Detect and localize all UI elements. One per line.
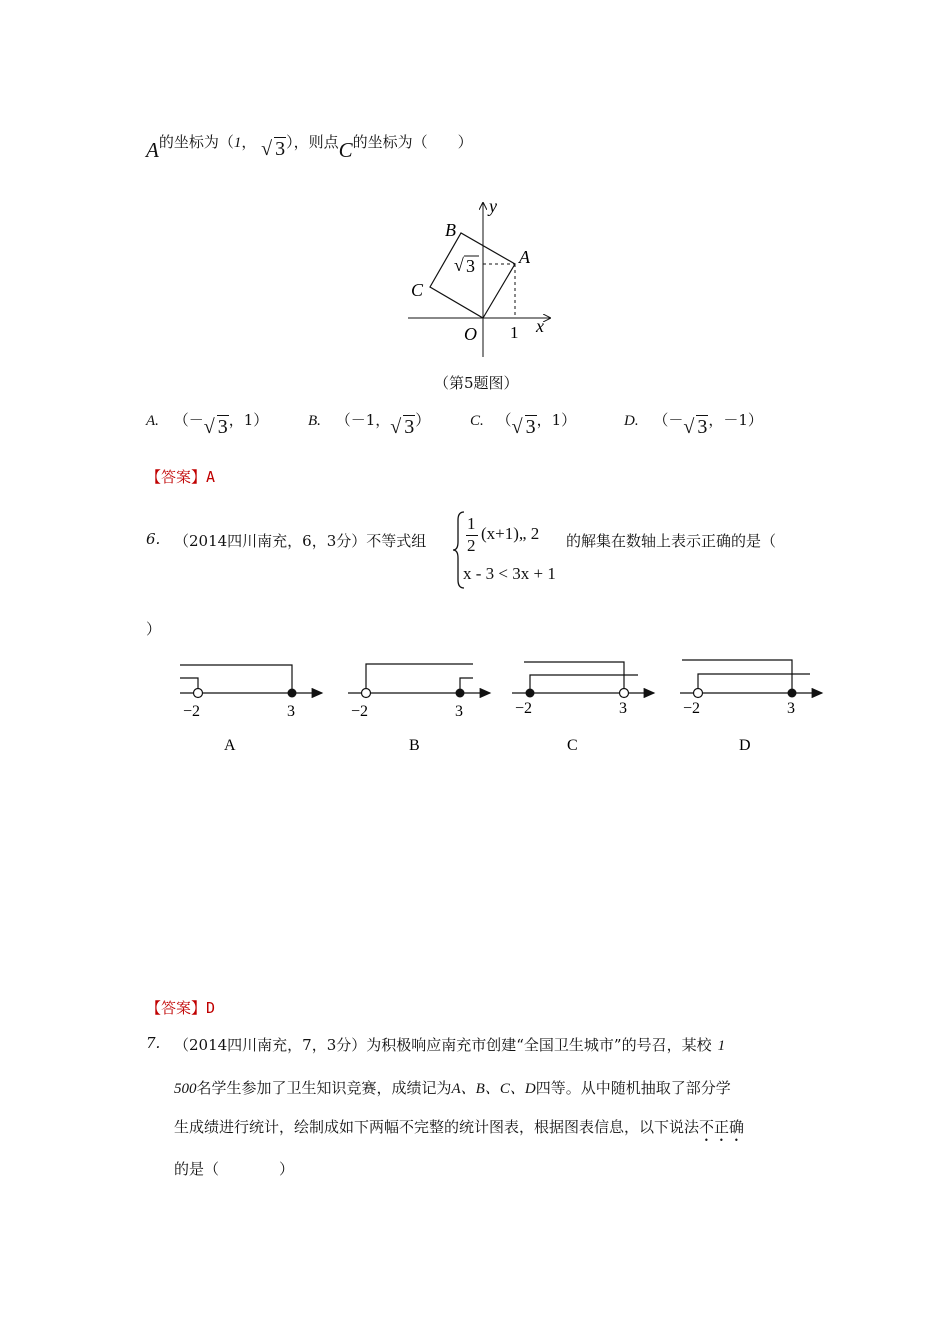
option-letter: D. bbox=[624, 413, 639, 429]
tick-left: −2 bbox=[515, 700, 533, 717]
q6-source: （2014四川南充，6，3分）不等式组 bbox=[174, 532, 427, 550]
option-post: ，1） bbox=[228, 411, 269, 429]
q7-emphasis: 不正确 bbox=[699, 1118, 745, 1136]
sqrt3-expression: √ 3 bbox=[203, 416, 228, 438]
option-post: ） bbox=[415, 411, 431, 429]
sqrt3-expression: √ 3 bbox=[390, 416, 415, 438]
q7-line1-num: 1 bbox=[717, 1038, 726, 1054]
point-a-label: A bbox=[146, 138, 159, 162]
label-x: x bbox=[536, 316, 544, 336]
label-b: B bbox=[445, 220, 456, 240]
answer-value: A bbox=[206, 468, 216, 486]
q5-figure bbox=[400, 195, 570, 365]
inequality-line2: x - 3 < 3x + 1 bbox=[463, 564, 556, 583]
tick-right: 3 bbox=[787, 700, 795, 717]
number-line-b bbox=[348, 664, 490, 754]
tick-right: 3 bbox=[455, 703, 463, 720]
stem-text-3: 的坐标为（ ） bbox=[352, 133, 473, 151]
q5-option-d bbox=[624, 408, 763, 438]
tick-left: −2 bbox=[683, 700, 701, 717]
frac-den: 2 bbox=[467, 536, 476, 555]
q7-line2-b: 四等。从中随机抽取了部分学 bbox=[535, 1079, 731, 1097]
answer-label: 【答案】 bbox=[146, 999, 207, 1017]
figure-caption: （第5题图） bbox=[434, 374, 519, 392]
number-line-a bbox=[180, 665, 322, 754]
option-label: A bbox=[224, 737, 236, 754]
point-c-label: C bbox=[338, 138, 353, 162]
option-letter: C. bbox=[470, 413, 484, 429]
q7-number: 7. bbox=[146, 1034, 161, 1052]
option-label: B bbox=[409, 737, 420, 754]
label-sqrt3: 3 bbox=[466, 256, 475, 276]
option-letter: B. bbox=[308, 413, 321, 429]
option-label: C bbox=[567, 737, 578, 754]
option-pre: （－1， bbox=[335, 411, 391, 429]
label-y: y bbox=[489, 196, 497, 216]
option-pre: （ bbox=[496, 411, 512, 429]
sqrt3-expression: √ 3 bbox=[261, 138, 286, 160]
answer-value: D bbox=[206, 999, 216, 1017]
stem-text-2: ），则点 bbox=[286, 133, 339, 151]
number-line-c bbox=[512, 662, 654, 754]
q7-line2-num: 500 bbox=[174, 1081, 197, 1097]
stem-one: 1 bbox=[233, 135, 242, 151]
q7-line1 bbox=[174, 1034, 725, 1055]
label-a: A bbox=[519, 247, 530, 267]
q5-option-a bbox=[146, 408, 269, 438]
option-pre: （－ bbox=[653, 411, 684, 429]
inequality-system bbox=[452, 510, 562, 590]
tick-right: 3 bbox=[287, 703, 295, 720]
q7-line4: 的是（ ） bbox=[174, 1160, 295, 1178]
tick-right: 3 bbox=[619, 700, 627, 717]
stem-text-1: 的坐标为（ bbox=[158, 133, 234, 151]
stem-comma: ， bbox=[241, 133, 257, 151]
q6-answer bbox=[146, 997, 215, 1018]
label-one: 1 bbox=[510, 323, 519, 342]
frac-num: 1 bbox=[467, 514, 476, 533]
inequality-line1: (x+1)„ 2 bbox=[481, 524, 540, 543]
q5-option-b bbox=[308, 408, 431, 438]
number-lines bbox=[170, 650, 850, 760]
tick-left: −2 bbox=[183, 703, 201, 720]
q6-number: 6. bbox=[146, 530, 161, 548]
option-post: ，1） bbox=[536, 411, 577, 429]
q7-grade-letters: A、B、C、D bbox=[451, 1081, 536, 1097]
q5-option-c bbox=[470, 408, 577, 438]
radical-sign: √ bbox=[454, 255, 464, 275]
q7-line1-text: （2014四川南充，7，3分）为积极响应南充市创建“全国卫生城市”的号召，某校 bbox=[174, 1036, 712, 1054]
label-c: C bbox=[411, 280, 424, 300]
q7-line3 bbox=[174, 1116, 744, 1145]
q6-close-paren: ） bbox=[146, 620, 162, 638]
sqrt3-expression: √ 3 bbox=[683, 416, 708, 438]
q6-tail: 的解集在数轴上表示正确的是（ bbox=[566, 532, 777, 550]
q7-line3-a: 生成绩进行统计，绘制成如下两幅不完整的统计图表，根据图表信息，以下说法 bbox=[174, 1118, 700, 1136]
option-post: ，－1） bbox=[708, 411, 763, 429]
q5-stem bbox=[146, 128, 473, 162]
label-o: O bbox=[464, 324, 477, 344]
answer-label: 【答案】 bbox=[146, 468, 207, 486]
option-label: D bbox=[739, 737, 751, 754]
sqrt3-expression: √ 3 bbox=[511, 416, 536, 438]
q7-line2 bbox=[174, 1077, 731, 1098]
q7-line2-a: 名学生参加了卫生知识竞赛，成绩记为 bbox=[196, 1079, 452, 1097]
option-pre: （－ bbox=[173, 411, 204, 429]
tick-left: −2 bbox=[351, 703, 369, 720]
number-line-d bbox=[680, 660, 822, 754]
option-letter: A. bbox=[146, 413, 159, 429]
q5-answer bbox=[146, 466, 215, 487]
